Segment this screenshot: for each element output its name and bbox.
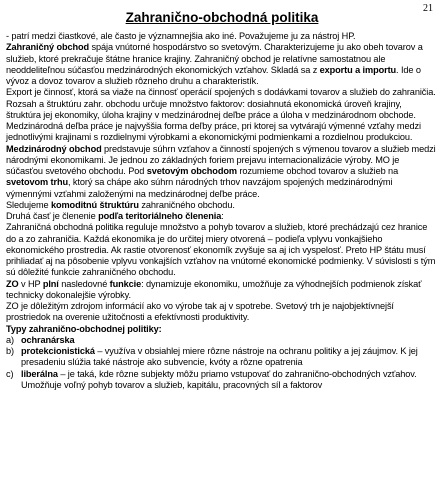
paragraph-funkcie: ZO v HP plní nasledovné funkcie: dynamizuje ekonomiku, umožňuje za výhodnejších podmienok získať technicky dokonalejšie výrobky. [6,278,422,300]
paragraph-medzinarodny-obchod: Medzinárodný obchod predstavuje súhrn vzťahov a činností spojených s výmenou tovarov a služieb medzi národnými ekonomikami. Je jednou zo základných foriem prejavu internacionalizácie výroby. MO je súčasťou svetového obchodu. Pod svetovým obchodom rozumieme obchod tovarov a služieb na svetovom trhu, ktorý sa chápe ako súhrn národných trhov navzájom spojených medzinárodnými výmennými vzťahmi založenými na medzinárodnej deľbe práce. [6,143,436,199]
paragraph-obchodna-politika: Zahraničná obchodná politika reguluje množstvo a pohyb tovarov a služieb, ktoré prechádzajú cez hranice do a zo zahraničia. Každá ekonomika je do určitej miery otvorená – podieľa vplyvu vonkajšieho ekonomického prostredia. Ak rastie otvorenosť ekonomík zvyšuje sa aj ich vyspelosť. Preto HP štátu musí prihliadať aj na pôsobenie vplyvu vonkajších vzťahov na vnútorné ekonomické podmienky. V súvislosti s tým sú dôležité funkcie zahraničného obchodu. [6,222,436,278]
paragraph-komoditna-struktura: Sledujeme komoditnú štruktúru zahraničného obchodu. [6,199,235,210]
paragraph-delba-prace: Medzinárodná deľba práce je najvyššia forma deľby práce, pri ktorej sa vytvárajú výmenné vzťahy medzi jednotlivými krajinami s rozdielnymi výrobkami a ekonomickými podmienkami a rozdielnou produkciou. [6,121,421,143]
document-body [6,31,436,391]
term-svetovy-trh: svetovom trhu [6,177,69,188]
type-name: ochranárska [21,334,75,345]
types-list [6,335,436,391]
term-svetovy-obchod: svetovým obchodom [146,166,237,176]
list-marker: a) [6,334,14,345]
page-title: Zahranično-obchodná politika [125,10,319,25]
term-plni: plní [42,278,59,289]
list-item: c) liberálna – je taká, kde rôzne subjekty môžu priamo vstupovať do zahranično-obchodných vzťahov. Umožňuje voľný pohyb tovarov a služieb, kapitálu, pracovných síl a faktorov [6,368,417,390]
term-medzinarodny-obchod: Medzinárodný obchod [6,143,102,154]
term-funkcie: funkcie [109,278,142,289]
term-export-import: exportu a importu [319,64,397,75]
list-item: b) protekcionistická – využíva v obsiahlej miere rôzne nástroje na ochranu politiky a jej záujmov. K jej presadeniu slúžia také nástroje ako subvencie, kvóty a rôzne opatrenia [6,346,418,368]
type-name: liberálna [21,368,58,379]
paragraph-zahranicny-obchod: Zahraničný obchod spája vnútorné hospodárstvo so svetovým. Charakterizujeme ju ako obeh tovarov a služieb, ktoré prekračuje štátne hranice krajiny. Zahraničný obchod je relatívne samostatnou ale neoddeliteľnou súčasťou medzinárodných ekonomických vzťahov. Skladá sa z exportu a importu. Ide o vývoz a dovoz tovarov a služieb rôzneho druhu a charakteristík. [6,42,423,86]
paragraph-intro: - patrí medzi čiastkové, ale často je významnejšia ako iné. Považujeme ju za nástroj HP. [6,31,356,41]
term-teritorialne-clenenie: podľa teritoriálneho členenia [98,211,222,221]
term-zahranicny-obchod: Zahraničný obchod [6,42,90,53]
list-marker: b) [6,346,14,356]
term-zo: ZO [6,278,19,289]
page-number: 21 [423,3,433,14]
list-marker: c) [6,368,14,379]
paragraph-teritorialne-clenenie: Druhá časť je členenie podľa teritoriálneho členenia: [6,211,224,221]
paragraph-export: Export je činnosť, ktorá sa viaže na činnosť operácií spojených s dodávkami tovarov a služieb do zahraničia. Rozsah a štruktúru zahr. obchodu určuje množstvo faktorov: dosiahnutá ekonomická úroveň krajiny, štruktúra jej ekonomiky, úloha krajiny v medzinárodnej deľbe práce a úloha v medzinárodnom obchode. [6,87,436,120]
term-komoditna-struktura: komoditnú štruktúru [50,199,139,210]
paragraph-zdroj-informacii: ZO je dôležitým zdrojom informácií ako vo výrobe tak aj v spotrebe. Svetový trh je najobjektívnejší prostriedok na overenie užitočnosti a efektívnosti produktivity. [6,301,394,323]
type-name: protekcionistická [21,346,95,356]
types-heading: Typy zahranično-obchodnej politiky: [6,323,162,334]
list-item [6,335,436,346]
